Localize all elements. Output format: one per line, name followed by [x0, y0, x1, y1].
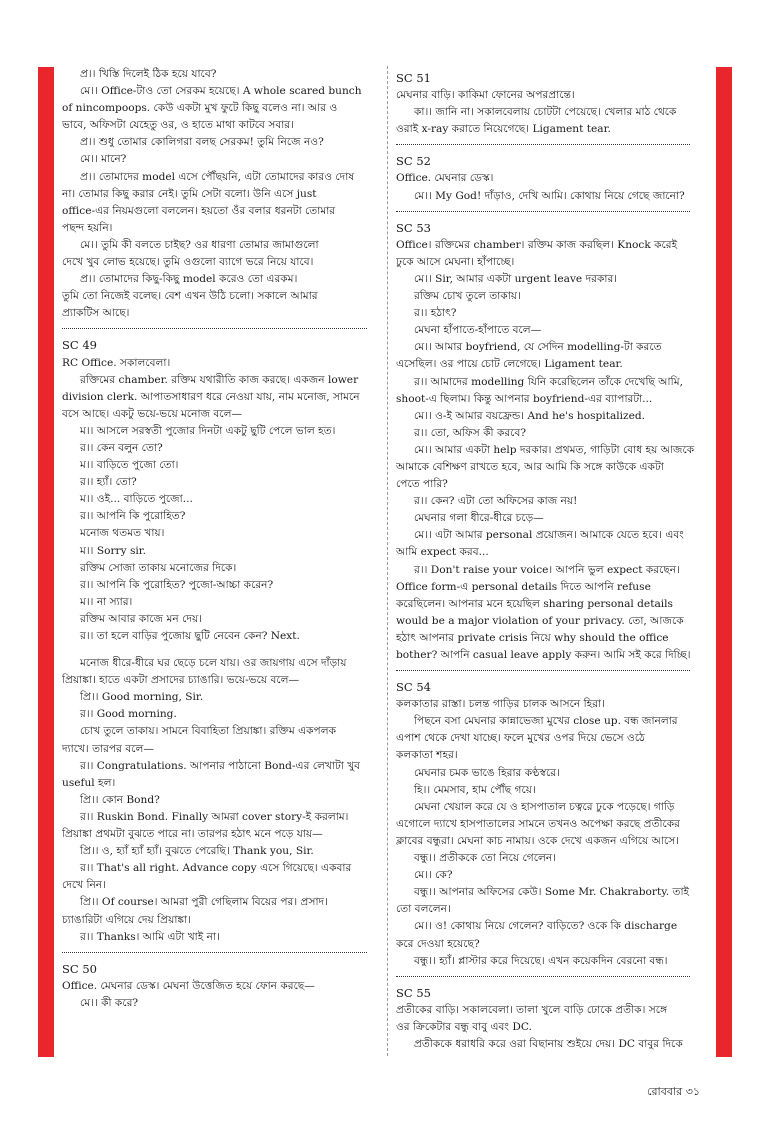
script-line: রক্তিম সোজা তাকায় মনোজের দিকে।	[80, 561, 237, 574]
script-line: Office। রক্তিমের chamber। রক্তিম কাজ করছিল। Knock করেই	[396, 238, 678, 251]
script-line: Office. মেঘনার ডেস্ক।	[396, 172, 494, 185]
script-line: ম।। না স্যার।	[80, 595, 133, 608]
script-line: মেঘনার চমক ভাঙে হিরার কণ্ঠস্বরে।	[414, 766, 560, 779]
column-divider	[387, 66, 388, 1056]
left-red-margin-bar	[38, 67, 54, 1057]
script-line: না। তোমার কিছু করার নেই। তুমি সেটা বলো। উনি এসে just	[62, 187, 317, 200]
script-line: এগোলে দ্যাখে হাসপাতালের সামনে তখনও অপেক্ষা করছে প্রতীকের	[396, 817, 681, 830]
script-line: bother? আপনি casual leave apply করুন। আমি সই করে দিচ্ছি।	[396, 649, 691, 661]
script-line: Office form-এ personal details দিতে আপনি refuse	[396, 580, 651, 593]
script-line: প্রি।। Of course। আমরা পুরী গেছিলাম বিয়ের পর। প্রসাদ।	[80, 896, 328, 909]
script-line: মে।। তুমি কী বলতে চাইছ? ওর ধারণা তোমার জামাগুলো	[80, 238, 319, 251]
script-line: বসে আছে। একটু ভয়ে-ভয়ে মনোজ বলে—	[62, 407, 243, 420]
script-line: মনোজ ধীরে-ধীরে ঘর ছেড়ে চলে যায়। ওর জায়গায় এসে দাঁড়ায়	[80, 657, 347, 670]
script-line: প্রিয়াঙ্কা প্রথমটা বুঝতে পারে না। তারপর হঠাৎ মনে পড়ে যায়—	[62, 828, 323, 841]
script-line: ম।। বাড়িতে পুজো তো।	[80, 459, 179, 472]
script-line: মে।। Sir, আমার একটা urgent leave দরকার।	[414, 272, 618, 285]
scene-heading: SC 55	[396, 985, 431, 1000]
script-line: useful হল।	[62, 776, 116, 789]
script-line: RC Office. সকালবেলা।	[62, 356, 171, 369]
script-line: রক্তিম চোখ তুলে তাকায়।	[414, 290, 521, 303]
script-line: মনোজ থতমত খায়।	[80, 527, 165, 540]
script-line: shoot-এ ছিলাম। কিন্তু আপনার boyfriend-এর ব্যাপারটা...	[396, 392, 653, 405]
script-line: কলকাতা শহর।	[396, 749, 458, 762]
script-line: চ্যাঙারিটা এগিয়ে দেয় প্রিয়াঙ্কা।	[62, 913, 191, 926]
script-line: র।। কেন বলুন তো?	[80, 441, 163, 454]
scene-separator	[62, 952, 367, 953]
script-line: রক্তিম আবার কাজে মন দেয়।	[80, 612, 202, 625]
script-line: বন্ধু।। প্রতীককে তো নিয়ে গেলেন।	[414, 852, 556, 865]
script-line: প্র।। তোমাদের কিছু-কিছু model করেও তো এরকম।	[80, 273, 298, 286]
script-line: মে।। এটা আমার personal প্রয়োজন। আমাকে যেতে হবে। এবং	[414, 529, 684, 542]
scene-heading: SC 54	[396, 680, 431, 695]
script-line: office-এর নিয়মগুলো বললেন। হয়তো ওঁর বলার ধরনটা তোমার	[62, 204, 336, 217]
script-line: প্র।। খিস্তি দিলেই ঠিক হয়ে যাবে?	[80, 68, 217, 80]
script-line: মে।। কে?	[414, 869, 453, 882]
script-line: Office. মেঘনার ডেস্ক। মেঘনা উত্তেজিত হয়ে ফোন করছে—	[62, 979, 315, 992]
scene-heading: SC 51	[396, 71, 431, 85]
scene-separator	[396, 670, 690, 671]
scene-heading: SC 49	[62, 338, 97, 353]
script-line: র।। আপনি কি পুরোহিত?	[80, 510, 186, 523]
right-red-margin-bar	[716, 67, 732, 1057]
script-line: হি।। মেমসাব, হাম পৌঁছ গয়ে।	[414, 783, 536, 796]
script-line: প্রতীকের বাড়ি। সকালবেলা। তালা খুলে বাড়ি ঢোকে প্রতীক। সঙ্গে	[396, 1003, 668, 1016]
page-footer: রোববার ৩১	[647, 1085, 700, 1098]
script-line: হঠাৎ আপনার private crisis নিয়ে why should the office	[396, 631, 669, 644]
script-line: মেঘনার বাড়ি। কাকিমা ফোনের অপরপ্রান্তে।	[396, 89, 575, 102]
scene-heading: SC 52	[396, 154, 431, 169]
script-line: প্রি।। Good morning, Sir.	[80, 691, 204, 704]
script-line: পেতে পারি?	[396, 478, 448, 491]
script-line: মে।। কী করে?	[80, 996, 139, 1009]
script-line: division clerk. আপাতসাধারণ ধরে নেওয়া যায়, নাম মনোজ, সামনে	[62, 390, 360, 403]
script-line: প্র।। তোমাদের model এসে পৌঁছয়নি, এটা তোমাদের কারও দোষ	[80, 170, 355, 183]
script-line: মেঘনা খেয়াল করে যে ও হাসপাতাল চত্বরে ঢুকে পড়েছে। গাড়ি	[414, 800, 675, 813]
script-line: ওর ক্রিকেটার বন্ধু বাবু এবং DC.	[396, 1020, 532, 1033]
script-line: র।। Don't raise your voice। আপনি ভুল expect করছেন।	[414, 563, 680, 576]
paragraph-gap	[62, 645, 380, 655]
scene-heading: SC 50	[62, 961, 97, 976]
script-line: বন্ধু।। আপনার অফিসের কেউ। Some Mr. Chakraborty. তাই	[414, 886, 690, 899]
script-line: ক্লাবের বন্ধুরা। মেঘনা কাচ নামায়। ওকে দেখে একজন এগিয়ে আসে।	[396, 834, 680, 847]
script-line: র।। আমাদের modelling যিনি করেছিলেন তাঁকে দেখেছি আমি,	[414, 375, 683, 388]
script-line: দেখে নিন।	[62, 879, 106, 892]
script-line: পছন্দ হয়নি।	[62, 221, 113, 234]
script-line: দ্যাখে। তারপর বলে—	[62, 742, 154, 755]
scene-heading: SC 53	[396, 220, 431, 235]
script-line: মে।। ও-ই আমার বয়ফ্রেন্ড। And he's hospitalized.	[414, 409, 646, 422]
script-line: র।। আপনি কি পুরোহিত? পুজো-আচ্চা করেন?	[80, 578, 274, 591]
script-line: মে।। আমার একটা help দরকার। প্রথমত, গাড়িটা বোধ হয় আজকে	[414, 443, 695, 456]
script-line: প্রি।। কোন Bond?	[80, 793, 160, 806]
script-line: র।। Congratulations. আপনার পাঠানো Bond-এর লেখাটা খুব	[80, 759, 361, 772]
script-line: ম।। Sorry sir.	[80, 544, 147, 557]
script-line: মে।। আমার boyfriend, যে সেদিন modelling-টা করতে	[414, 341, 662, 354]
script-line: র।। হঠাৎ?	[414, 307, 457, 320]
script-line: ভাবে, অফিসটা যেহেতু ওর, ও হাতে মাথা কাটবে সবার।	[62, 119, 294, 132]
script-line: কা।। জানি না। সকালবেলায় চোটটা পেয়েছে। খেলার মাঠ থেকে	[414, 106, 677, 119]
script-line: এপাশ থেকে দেখা যাচ্ছে। ফলে মুখের ওপর দিয়ে ভেসে ওঠে	[396, 732, 645, 745]
script-line: প্রি।। ও, হ্যাঁ হ্যাঁ হ্যাঁ। বুঝতে পেরেছি। Thank you, Sir.	[80, 845, 314, 858]
script-line: মে।। Office-টাও তো সেরকম হয়েছে। A whole scared bunch	[80, 85, 362, 98]
script-line: of nincompoops. কেউ একটা মুখ ফুটে কিছু বলেও না। আর ও	[62, 102, 338, 115]
script-line: তুমি তো নিজেই বলেছ। বেশ এখন উঠি চলো। সকালে আমার	[62, 290, 318, 303]
script-line: আমাকে বেশিক্ষণ রাখতে হবে, আর আমি কি সঙ্গে কাউকে একটা	[396, 460, 664, 473]
script-line: মে।। মানে?	[80, 153, 127, 166]
script-line: প্রতীককে ধরাধরি করে ওরা বিছানায় শুইয়ে দেয়। DC বাবুর দিকে	[414, 1037, 683, 1050]
script-line: চোখ তুলে তাকায়। সামনে বিবাহিতা প্রিয়াঙ্কা। রক্তিম একপলক	[80, 725, 337, 738]
script-line: ঢুকে আসে মেঘনা। হাঁপাচ্ছে।	[396, 255, 515, 268]
script-line: র।। হ্যাঁ। তো?	[80, 476, 137, 489]
left-text-column	[62, 66, 380, 1056]
script-line: প্রিয়াঙ্কা। হাতে একটা প্রসাদের চ্যাঙারি। ভয়ে-ভয়ে বলে—	[62, 674, 300, 687]
script-line: করেছিলেন। আপনার মনে হয়েছিল sharing personal details	[396, 597, 673, 610]
script-line: র।। Thanks। আমি এটা খাই না।	[80, 930, 220, 943]
script-line: পিছনে বসা মেঘনার কান্নাভেজা মুখের close up. বন্ধ জানলার	[414, 715, 678, 728]
script-line: করে দেওয়া হয়েছে?	[396, 937, 480, 950]
right-text-column	[396, 66, 702, 1056]
script-line: মে।। My God! দাঁড়াও, দেখি আমি। কোথায় নিয়ে গেছে জানো?	[414, 189, 685, 202]
script-line: দেখে খুব লোভ হয়েছে। তুমি ওগুলো ব্যাগে ভরে নিয়ে যাবে।	[62, 256, 314, 269]
script-line: ম।। আসলে সরস্বতী পুজোর দিনটা একটু ছুটি পেলে ভাল হত।	[80, 424, 336, 437]
script-line: বন্ধু।। হ্যাঁ। প্লাস্টার করে দিয়েছে। এখন কয়েকদিন বেরনো বন্ধ।	[414, 954, 668, 967]
script-line: would be a major violation of your privacy. তো, আজকে	[396, 614, 684, 627]
script-line: ম।। ওই... বাড়িতে পুজো...	[80, 493, 193, 506]
script-line: কলকাতার রাস্তা। চলন্ত গাড়ির চালক আসনে হিরা।	[396, 698, 605, 711]
script-line: র।। Ruskin Bond. Finally আমরা cover story-ই করলাম।	[80, 810, 349, 823]
script-line: প্র্যাকটিস আছে।	[62, 307, 130, 320]
script-line: প্র।। শুধু তোমার কোলিগরা বলছ সেরকম! তুমি নিজে নও?	[80, 136, 324, 149]
script-line: তো বললেন।	[396, 903, 451, 916]
script-line: র।। তো, অফিস কী করবে?	[414, 426, 527, 439]
script-line: আমি expect করব...	[396, 546, 489, 559]
scene-separator	[396, 144, 690, 145]
script-line: মেঘনা হাঁপাতে-হাঁপাতে বলে—	[414, 324, 542, 337]
script-line: র।। That's all right. Advance copy এসে গিয়েছে। একবার	[80, 862, 352, 875]
script-line: এসেছিল। ওর পায়ে চোট লেগেছে। Ligament tear.	[396, 358, 623, 371]
script-line: মেঘনার গলা ধীরে-ধীরে চড়ে—	[414, 512, 544, 525]
script-line: র।। Good morning.	[80, 708, 177, 721]
script-line: রক্তিমের chamber. রক্তিম যথারীতি কাজ করছে। একজন lower	[80, 373, 359, 386]
script-line: র।। কেন? এটা তো অফিসের কাজ নয়!	[414, 495, 578, 508]
script-line: মে।। ও! কোথায় নিয়ে গেলেন? বাড়িতে? ওকে কি discharge	[414, 920, 678, 933]
scene-separator	[396, 211, 690, 212]
scene-separator	[62, 328, 367, 329]
script-line: র।। তা হলে বাড়ির পুজোয় ছুটি নেবেন কেন? Next.	[80, 630, 300, 642]
script-line: ওরাই x-ray করাতে নিয়েগেছে। Ligament tear.	[396, 123, 611, 136]
scene-separator	[396, 976, 690, 977]
